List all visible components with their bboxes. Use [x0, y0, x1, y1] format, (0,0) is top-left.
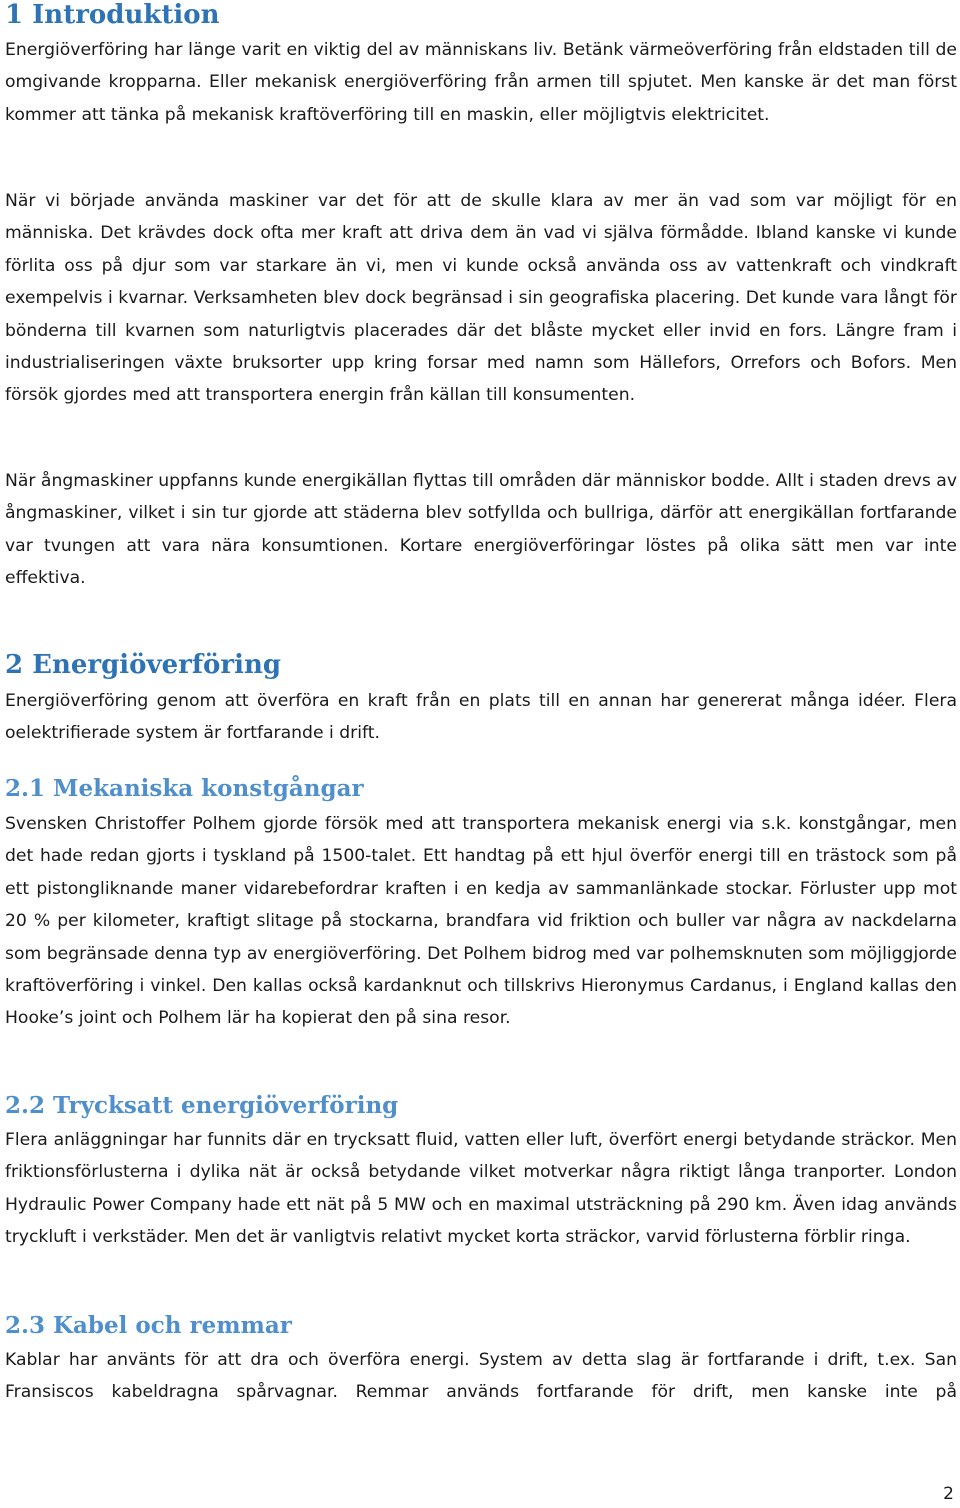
heading-trycksatt-energioverforing: 2.2 Trycksatt energiöverföring: [5, 1092, 399, 1119]
paragraph-energioverforing-1: Energiöverföring genom att överföra en kraft från en plats till en annan har genererat många idéer. Flera oelektrifierade system är fortfarande i drift.: [5, 691, 957, 744]
page-number: 2: [943, 1484, 954, 1504]
paragraph-intro-1: Energiöverföring har länge varit en viktig del av människans liv. Betänk värmeöverföring från eldstaden till de omgivande kropparna. Eller mekanisk energiöverföring från armen till spjutet. Men kanske är det man först kommer att tänka på mekanisk kraftöverföring till en maskin, eller möjligtvis elektricitet.: [5, 40, 957, 125]
paragraph-mekaniska-konstgangar: Svensken Christoffer Polhem gjorde försök med att transportera mekanisk energi via s.k. konstgångar, men det hade redan gjorts i tyskland på 1500-talet. Ett handtag på ett hjul överför energi till en trästock som på ett pistongliknande maner vidarebefordrar kraften i en kedja av sammanlänkade stockar. Förluster upp mot 20 % per kilometer, kraftigt slitage på stockarna, brandfara vid friktion och buller var några av nackdelarna som begränsade denna typ av energiöverföring. Det Polhem bidrog med var polhemsknuten som möjliggjorde kraftöverföring i vinkel. Den kallas också kardanknut och tillskrivs Hieronymus Cardanus, i England kallas den Hooke’s joint och Polhem lär ha kopierat den på sina resor.: [5, 814, 957, 1029]
heading-mekaniska-konstgangar: 2.1 Mekaniska konstgångar: [5, 775, 364, 802]
heading-energioverforing: 2 Energiöverföring: [5, 650, 282, 680]
heading-introduktion: 1 Introduktion: [5, 0, 220, 30]
heading-kabel-och-remmar: 2.3 Kabel och remmar: [5, 1312, 292, 1339]
paragraph-intro-2: När vi började använda maskiner var det för att de skulle klara av mer än vad som var möjligt för en människa. Det krävdes dock ofta mer kraft att driva dem än vad vi själva förmådde. Ibland kanske vi kunde förlita oss på djur som var starkare än vi, men vi kunde också använda oss av vattenkraft och vindkraft exempelvis i kvarnar. Verksamheten blev dock begränsad i sin geografiska placering. Det kunde vara långt för bönderna till kvarnen som naturligtvis placerades där det blåste mycket eller invid en fors. Längre fram i industrialiseringen växte bruksorter upp kring forsar med namn som Hällefors, Orrefors och Bofors. Men försök gjordes med att transportera energin från källan till konsumenten.: [5, 191, 957, 406]
paragraph-intro-3: När ångmaskiner uppfanns kunde energikällan flyttas till områden där människor bodde. Allt i staden drevs av ångmaskiner, vilket i sin tur gjorde att städerna blev sotfyllda och bullriga, därför att energikällan fortfarande var tvungen att vara nära konsumtionen. Kortare energiöverföringar löstes på olika sätt men var inte effektiva.: [5, 471, 957, 589]
paragraph-trycksatt-energioverforing: Flera anläggningar har funnits där en trycksatt fluid, vatten eller luft, överfört energi betydande sträckor. Men friktionsförlusterna i dylika nät är också betydande vilket motverkar några riktigt långa tranporter. London Hydraulic Power Company hade ett nät på 5 MW och en maximal utsträckning på 290 km. Även idag används tryckluft i verkstäder. Men det är vanligtvis relativt mycket korta sträckor, varvid förlusterna förblir ringa.: [5, 1130, 957, 1248]
paragraph-kabel-och-remmar: Kablar har använts för att dra och överföra energi. System av detta slag är fortfarande i drift, t.ex. San Fransiscos kabeldragna spårvagnar. Remmar används fortfarande för drift, men kanske inte på: [5, 1350, 957, 1403]
